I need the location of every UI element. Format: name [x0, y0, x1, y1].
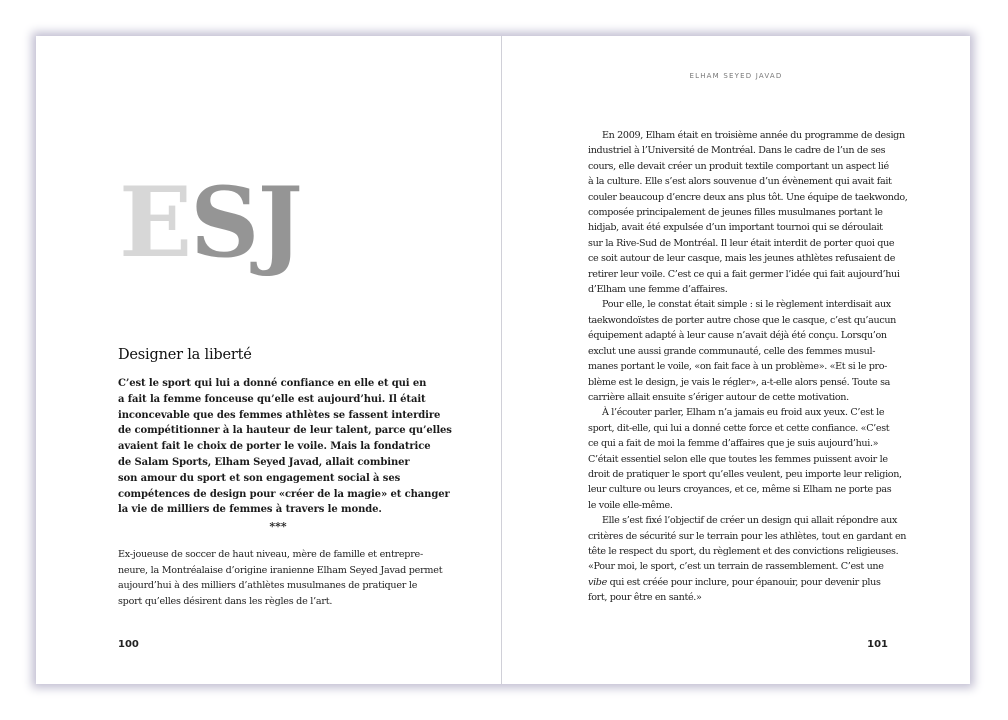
page-number-left: 100 [118, 639, 139, 650]
body-line: retirer leur voile. C’est ce qui a fait germer l’idée qui fait aujourd’hui [588, 268, 900, 280]
body-line: C’était essentiel selon elle que toutes les femmes puissent avoir le [588, 453, 888, 465]
body-line: En 2009, Elham était en troisième année du programme de design [602, 130, 905, 141]
lead-line: son amour du sport et son engagement social à ses [118, 472, 401, 484]
monogram-letter-e: E [119, 166, 191, 279]
body-line: équipement adapté à leur cause n’avait déjà été conçu. Lorsqu’on [588, 330, 887, 342]
body-line: sur la Rive-Sud de Montréal. Il leur était interdit de porter quoi que [588, 237, 895, 249]
lead-line: de Salam Sports, Elham Seyed Javad, allait combiner [118, 456, 410, 468]
body-line: le voile elle-même. [588, 499, 673, 511]
lead-line: C’est le sport qui lui a donné confiance en elle et qui en [118, 378, 427, 389]
lead-line: la vie de milliers de femmes à travers le monde. [118, 504, 382, 516]
intro-line: Ex-joueuse de soccer de haut niveau, mère de famille et entrepre- [118, 549, 423, 560]
body-line: d’Elham une femme d’affaires. [588, 284, 728, 296]
monogram-letters-sj: SJ [190, 166, 301, 279]
body-line-italic [588, 575, 888, 590]
intro-paragraph [118, 547, 443, 609]
monogram-logo [119, 166, 301, 279]
body-line: fort, pour être en santé.» [588, 592, 702, 604]
body-line: tête le respect du sport, du règlement et des convictions religieuses. [588, 545, 899, 557]
body-line: blème est le design, je vais le régler», a-t-elle alors pensé. Toute sa [588, 376, 891, 388]
body-line: Pour elle, le constat était simple : si le règlement interdisait aux [602, 299, 891, 311]
page-number-right: 101 [867, 639, 888, 650]
body-line: composée principalement de jeunes filles musulmanes portant le [588, 207, 883, 219]
body-line: Elle s’est fixé l’objectif de créer un design qui allait répondre aux [602, 515, 898, 527]
body-line: carrière allait ensuite s’ériger autour de cette motivation. [588, 391, 849, 403]
body-line-rest: qui est créée pour inclure, pour épanouir, pour devenir plus [606, 576, 881, 588]
body-line: critères de sécurité sur le terrain pour les athlètes, tout en gardant en [588, 530, 907, 542]
running-head: ELHAM SEYED JAVAD [689, 72, 783, 80]
intro-line: neure, la Montréalaise d’origine iranienne Elham Seyed Javad permet [118, 564, 443, 576]
body-line: manes portant le voile, «on fait face à un problème». «Et si le pro- [588, 361, 888, 373]
chapter-title: Designer la liberté [118, 347, 252, 363]
body-line: cours, elle devait créer un produit textile comportant un aspect lié [588, 160, 889, 172]
left-page [36, 36, 501, 684]
lead-line: a fait la femme fonceuse qu’elle est aujourd’hui. Il était [118, 393, 426, 405]
body-text [588, 128, 908, 606]
body-line: ce qui a fait de moi la femme d’affaires que je suis aujourd’hui.» [588, 438, 879, 450]
body-line: à la culture. Elle s’est alors souvenue d’un évènement qui avait fait [588, 176, 892, 188]
right-page [502, 36, 970, 684]
lead-line: compétences de design pour «créer de la magie» et changer [118, 488, 450, 500]
body-line: couler beaucoup d’encre deux ans plus tôt. Une équipe de taekwondo, [588, 191, 908, 203]
body-line: hidjab, avait été expulsée d’un important tournoi qui se déroulait [588, 222, 883, 234]
italic-word: vibe [588, 576, 607, 588]
lead-paragraph [118, 376, 452, 518]
book-spread [36, 36, 970, 684]
body-line: «Pour moi, le sport, c’est un terrain de rassemblement. C’est une [588, 561, 884, 573]
intro-line: sport qu’elles désirent dans les règles de l’art. [118, 595, 333, 607]
body-line: ce soit autour de leur casque, mais les jeunes athlètes refusaient de [588, 253, 896, 265]
lead-line: avaient fait le choix de porter le voile. Mais la fondatrice [118, 441, 431, 453]
lead-line: inconcevable que des femmes athlètes se fassent interdire [118, 409, 441, 421]
body-line: sport, dit-elle, qui lui a donné cette force et cette confiance. «C’est [588, 422, 890, 434]
body-line: À l’écouter parler, Elham n’a jamais eu froid aux yeux. C’est le [602, 407, 885, 419]
lead-line: de compétitionner à la hauteur de leur talent, parce qu’elles [118, 425, 452, 437]
body-line: droit de pratiquer le sport qu’elles veulent, peu importe leur religion, [588, 468, 902, 480]
intro-line: aujourd’hui à des milliers d’athlètes musulmanes de pratiquer le [118, 580, 418, 591]
body-line: industriel à l’Université de Montréal. Dans le cadre de l’un de ses [588, 145, 886, 157]
section-separator: *** [269, 520, 287, 533]
body-line: leur culture ou leurs croyances, et ce, même si Elham ne porte pas [588, 484, 892, 496]
body-line: exclut une aussi grande communauté, celle des femmes musul- [588, 345, 876, 357]
body-line: taekwondoïstes de porter autre chose que le casque, c’est qu’aucun [588, 314, 897, 326]
